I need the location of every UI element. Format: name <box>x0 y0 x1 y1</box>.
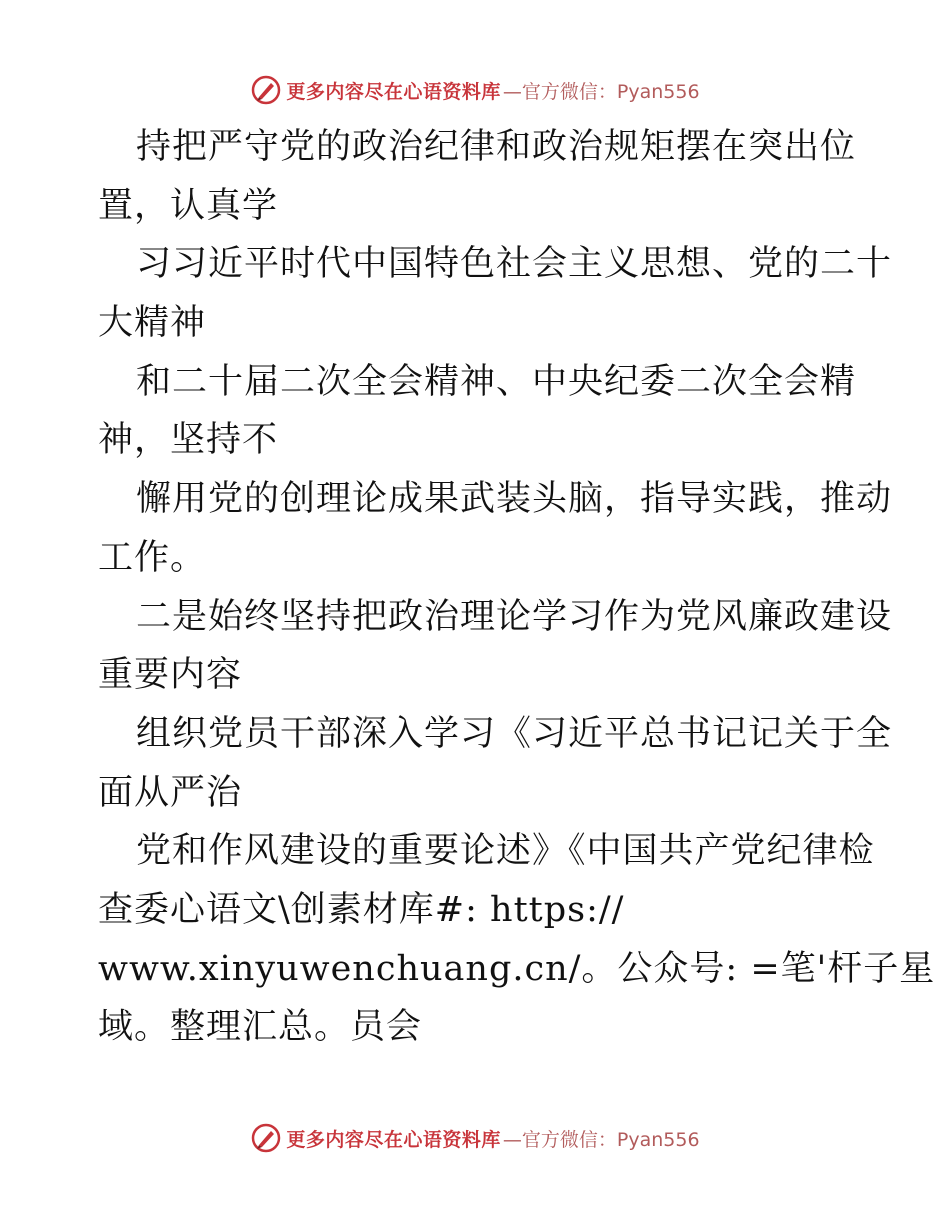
banner-contact-text: —官方微信：Pyan556 <box>502 80 700 103</box>
body-line-14: 查委心语文\创素材库#: https:// <box>98 889 625 930</box>
document-body <box>98 118 936 1057</box>
body-line-8: 工作。 <box>98 537 207 578</box>
banner-contact-text: —官方微信：Pyan556 <box>502 1128 700 1151</box>
body-line-9: 二是始终坚持把政治理论学习作为党风廉政建设 <box>136 596 893 637</box>
body-line-4: 大精神 <box>98 303 207 344</box>
banner-site-text: 更多内容尽在心语资料库 <box>286 1128 501 1151</box>
pen-logo-icon <box>250 1122 282 1154</box>
body-line-13: 党和作风建设的重要论述》《中国共产党纪律检 <box>136 831 875 872</box>
body-line-10: 重要内容 <box>98 655 243 696</box>
body-line-12: 面从严治 <box>98 772 243 813</box>
body-line-16: 域。整理汇总。员会 <box>98 1007 423 1048</box>
header-watermark-banner <box>0 70 950 110</box>
body-line-11: 组织党员干部深入学习《习近平总书记记关于全 <box>136 713 893 754</box>
body-line-7: 懈用党的创理论成果武装头脑，指导实践，推动 <box>136 479 893 520</box>
body-line-2: 置，认真学 <box>98 185 279 226</box>
body-line-1: 持把严守党的政治纪律和政治规矩摆在突出位 <box>136 127 857 167</box>
footer-watermark-banner <box>0 1118 950 1158</box>
body-line-3: 习习近平时代中国特色社会主义思想、党的二十 <box>136 244 893 285</box>
body-line-5: 和二十届二次全会精神、中央纪委二次全会精 <box>136 361 857 402</box>
pen-logo-icon <box>250 74 282 106</box>
body-line-6: 神，坚持不 <box>98 420 279 461</box>
body-line-15: www.xinyuwenchuang.cn/。公众号: =笔'杆子星 <box>98 948 936 989</box>
banner-site-text: 更多内容尽在心语资料库 <box>286 80 501 103</box>
